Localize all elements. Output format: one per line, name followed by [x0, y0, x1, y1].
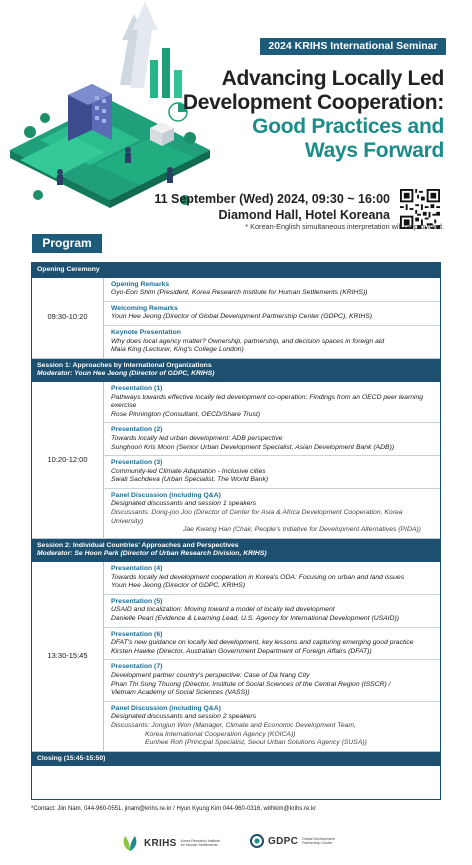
item-line: Danielle Pearl (Evidence & Learning Lead, U.S. Agency for International Development (USAID))	[111, 615, 400, 622]
panel-title: Panel Discussion (including Q&A)	[111, 704, 221, 712]
item-title: Presentation (4)	[111, 565, 163, 573]
closing-band	[32, 752, 440, 767]
header	[0, 0, 472, 250]
closing-title: Closing (15:45-15:50)	[37, 754, 106, 762]
subtitle-line-2: Ways Forward	[304, 139, 444, 162]
item-line: Community-led Climate Adaptation - Inclusive cities	[111, 467, 266, 475]
contact-info: *Contact: Jiin Nam, 044-960-0551, jinam@krihs.re.kr / Hyun Kyung Kim 044-960-0316, withkim@krihs.re.kr	[31, 806, 316, 812]
item-line: Kirsten Hawke (Director, Australian Government Department of Foreign Affairs (DFAT))	[111, 647, 372, 655]
item-line: Phan Thi Song Thuong (Director, Institute of Social Sciences of the Central Region (ISSCR) /	[111, 680, 391, 688]
item-title: Presentation (7)	[111, 663, 163, 671]
event-venue: Diamond Hall, Hotel Koreana	[218, 208, 390, 222]
panel-line: Designated discussants and session 2 speakers	[111, 713, 257, 721]
subtitle-line-1: Good Practices and	[252, 115, 444, 138]
list-item	[104, 702, 440, 751]
discussant-line: Jae Kwang Han (Chair, People's Initiative for Development Alternatives (PIDA))	[183, 526, 421, 534]
title-line-1: Advancing Locally Led	[221, 67, 444, 90]
item-line: Development partner country's perspective: Case of Da Nang City	[111, 671, 310, 679]
title-block	[183, 67, 444, 163]
session1-items	[104, 382, 440, 538]
krihs-leaf-icon	[120, 834, 140, 852]
item-line: Sunghoon Kris Moon (Senior Urban Development Specialist, Asian Development Bank (ADB))	[111, 443, 395, 451]
seminar-badge: 2024 KRIHS International Seminar	[260, 38, 446, 55]
session2-items	[104, 562, 440, 751]
item-line: USAID and localization: Moving toward a model of locally led development	[111, 606, 335, 614]
item-line: Youn Hee Jeong (Director of Global Development Partnership Center (GDPC), KRIHS)	[111, 313, 373, 321]
gdpc-globe-icon	[250, 834, 264, 848]
discussant-line: Discussants: Dong-joo Joo (Director of Center for Asia & Africa Development Cooperation, Korea University)	[111, 509, 403, 525]
session2-time: 13:30-15:45	[32, 562, 104, 751]
item-line: Why does local agency matter? Ownership, partnership, and decision spaces in foreign aid	[111, 337, 385, 345]
discussant-line: Korea International Cooperation Agency (KOICA))	[145, 730, 296, 738]
panel-title: Panel Discussion (including Q&A)	[111, 491, 221, 499]
gdpc-logo	[250, 834, 346, 848]
program-table	[31, 262, 441, 800]
title-line-2: Development Cooperation:	[182, 91, 444, 114]
interpretation-note: * Korean-English simultaneous interpretation will be provided.	[245, 222, 444, 231]
gdpc-name: GDPC	[268, 835, 299, 847]
program-label: Program	[32, 234, 102, 253]
item-line: Towards locally led development cooperation in Korea's ODA: Focusing on urban and land issues	[111, 573, 405, 581]
item-line: Towards locally led urban development: ADB perspective	[111, 434, 283, 442]
event-meta	[154, 191, 390, 223]
item-title: Opening Remarks	[111, 280, 170, 288]
gdpc-full-name: Global Development Partnership Center	[302, 836, 335, 845]
item-title: Keynote Presentation	[111, 328, 181, 336]
opening-block	[32, 278, 440, 359]
session1-block	[32, 382, 440, 539]
krihs-full-name: Korea Research Institute for Human Settlements	[180, 838, 221, 847]
item-line: Youn Hee Jeong (Director of GDPC, KRIHS)	[111, 582, 246, 590]
list-item	[104, 423, 440, 456]
discussant-line: Eunhee Roh (Principal Specialist, Seoul Urban Solutions Agency (SUSA))	[145, 739, 367, 747]
krihs-logo	[120, 834, 225, 852]
item-line: DFAT's new guidance on locally led development, key lessons and capturing emerging good practice	[111, 639, 414, 647]
list-item	[104, 278, 440, 302]
opening-band-title: Opening Ceremony	[37, 266, 100, 273]
opening-time: 09:30-10:20	[32, 278, 104, 358]
krihs-name: KRIHS	[144, 837, 177, 849]
item-line: Gyo-Eon Shim (President, Korea Research Institute for Human Settlements (KRIHS))	[111, 289, 368, 297]
session1-time: 10:20-12:00	[32, 382, 104, 538]
item-line: Swati Sachdeva (Urban Specialist, The World Bank)	[111, 476, 269, 484]
list-item	[104, 326, 440, 358]
item-title: Presentation (6)	[111, 630, 163, 638]
item-title: Presentation (1)	[111, 384, 163, 392]
opening-items	[104, 278, 440, 358]
panel-line: Designated discussants and session 1 speakers	[111, 500, 257, 508]
list-item	[104, 562, 440, 595]
list-item	[104, 456, 440, 489]
list-item	[104, 489, 440, 538]
session2-title: Session 2: Individual Countries' Approaches and Perspectives	[37, 541, 239, 549]
session2-band	[32, 539, 440, 562]
list-item	[104, 660, 440, 701]
item-line: Vietnam Academy of Social Sciences (VASS))	[111, 689, 250, 697]
session2-block	[32, 562, 440, 752]
event-date: 11 September (Wed) 2024, 09:30 ~ 16:00	[154, 192, 390, 206]
list-item	[104, 302, 440, 326]
item-title: Presentation (3)	[111, 459, 163, 467]
item-title: Presentation (5)	[111, 597, 163, 605]
opening-band	[32, 263, 440, 278]
list-item	[104, 628, 440, 661]
list-item	[104, 382, 440, 423]
session1-title: Session 1: Approaches by International Organizations	[37, 361, 212, 369]
session1-moderator: Moderator: Youn Hee Jeong (Director of GDPC, KRIHS)	[37, 370, 215, 378]
discussant-line: Discussants: Jongjun Won (Manager, Climate and Economic Development Team,	[111, 721, 356, 729]
item-line: Pathways towards effective locally led development co-operation: Findings from an OECD peer learning exercise	[111, 393, 424, 410]
footer-logos	[0, 826, 472, 858]
session1-band	[32, 359, 440, 382]
list-item	[104, 595, 440, 628]
item-line: Maia King (Lecturer, King's College London)	[111, 346, 244, 354]
session2-moderator: Moderator: Se Hoon Park (Director of Urban Research Division, KRIHS)	[37, 550, 267, 558]
item-title: Welcoming Remarks	[111, 304, 178, 312]
item-title: Presentation (2)	[111, 426, 163, 434]
item-line: Rose Pinnington (Consultant, OECD/Share Trust)	[111, 410, 261, 418]
